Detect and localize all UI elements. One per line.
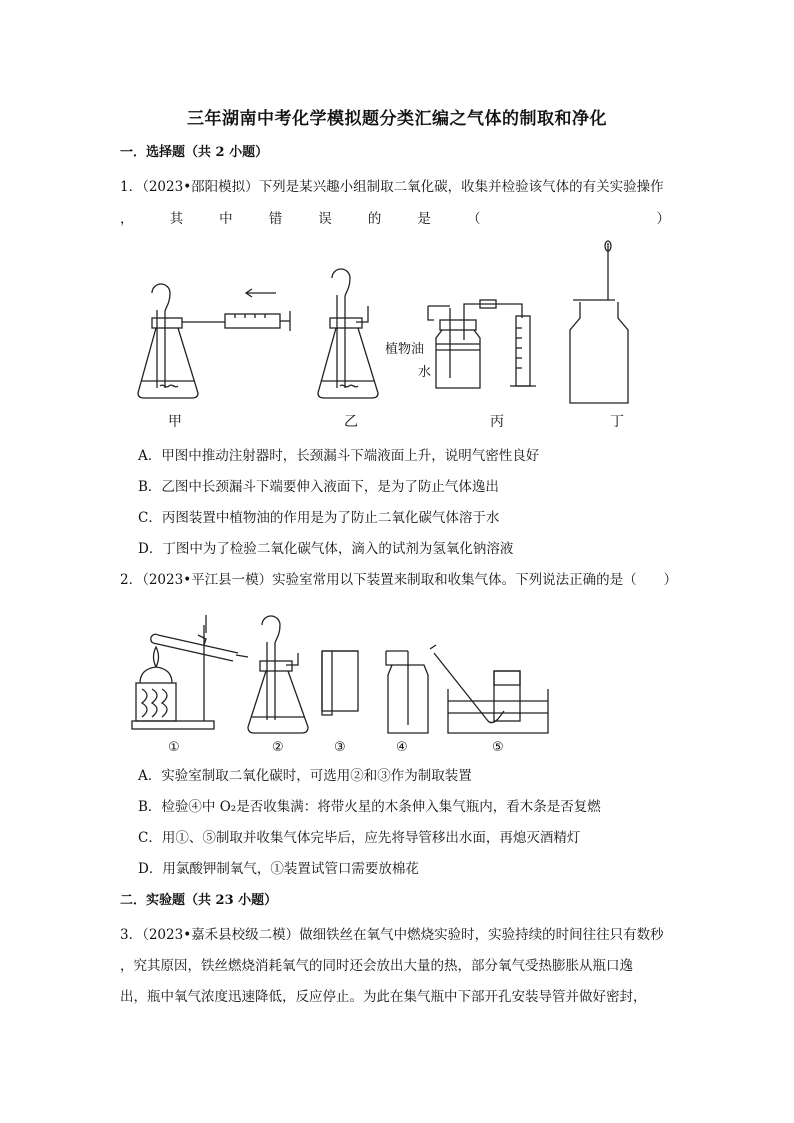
flask-with-funnel-diagram [318,269,378,398]
q2-option-b: B．检验④中 O₂是否收集满：将带火星的木条伸入集气瓶内，看木条是否复燃 [138,799,601,815]
figure-label-5: ⑤ [492,740,504,755]
stem-token: ， [120,211,134,227]
oil-water-collection-diagram [428,300,536,388]
stem-token: 的 [367,211,382,227]
page-title: 三年湖南中考化学模拟题分类汇编之气体的制取和净化 [187,109,607,129]
heating-apparatus-diagram [132,615,248,729]
question-1-figure [130,238,650,433]
stem-token: 错 [268,211,283,227]
gas-collection-bottle-3-diagram [322,651,358,715]
q1-option-b: B．乙图中长颈漏斗下端要伸入液面下，是为了防止气体逸出 [138,479,499,495]
flask-funnel-generator-diagram [248,616,308,733]
stem-token: 误 [318,211,332,227]
section-heading-choice: 一．选择题（共 2 小题） [120,145,269,160]
figure-label-1: ① [168,740,180,755]
question-1-stem-line2 [120,207,670,227]
figure-label-4: ④ [396,740,408,755]
stem-token: 中 [219,211,233,227]
question-1-stem: 1．（2023•邵阳模拟）下列是某兴趣小组制取二氧化碳，收集并检验该气体的有关实验操作 [120,179,664,195]
question-2-figure [128,605,548,755]
stem-token: ） [656,211,670,227]
stem-token: 其 [169,211,184,227]
stem-token: （ [466,211,481,227]
q1-option-c: C．丙图装置中植物油的作用是为了防止二氧化碳气体溶于水 [138,510,500,526]
q2-option-a: A．实验室制取二氧化碳时，可选用②和③作为制取装置 [138,768,472,784]
figure-label-yi: 乙 [344,414,358,430]
gas-collection-bottle-4-diagram [386,651,428,733]
stem-token: 是 [417,211,431,227]
q2-option-c: C．用①、⑤制取并收集气体完毕后，应先将导管移出水面，再熄灭酒精灯 [138,830,581,846]
figure-label-ding: 丁 [610,414,624,430]
question-2-stem: 2．（2023•平江县一模）实验室常用以下装置来制取和收集气体。下列说法正确的是（ ） [120,572,678,588]
water-label: 水 [418,365,432,380]
figure-label-2: ② [272,740,284,755]
bottle-with-dropper-diagram [570,241,628,403]
figure-label-bing: 丙 [490,414,504,430]
flask-with-syringe-diagram [138,284,290,398]
figure-label-3: ③ [334,740,346,755]
q2-option-d: D．用氯酸钾制氧气，①装置试管口需要放棉花 [138,861,419,877]
section-heading-experiment: 二．实验题（共 23 小题） [120,893,278,908]
question-3-line-1: 3．（2023•嘉禾县校级二模）做细铁丝在氧气中燃烧实验时，实验持续的时间往往只有数秒 [120,927,664,943]
question-3-line-3: 出，瓶中氧气浓度迅速降低，反应停止。为此在集气瓶中下部开孔安装导管并做好密封， [120,989,647,1005]
question-3-line-2: ，究其原因，铁丝燃烧消耗氧气的同时还会放出大量的热，部分氧气受热膨胀从瓶口逸 [120,958,633,974]
q1-option-a: A．甲图中推动注射器时，长颈漏斗下端液面上升，说明气密性良好 [138,448,540,464]
oil-label: 植物油 [385,342,425,357]
figure-label-jia: 甲 [168,414,182,430]
water-trough-collection-diagram [430,645,548,733]
q1-option-d: D．丁图中为了检验二氧化碳气体，滴入的试剂为氢氧化钠溶液 [138,541,514,557]
